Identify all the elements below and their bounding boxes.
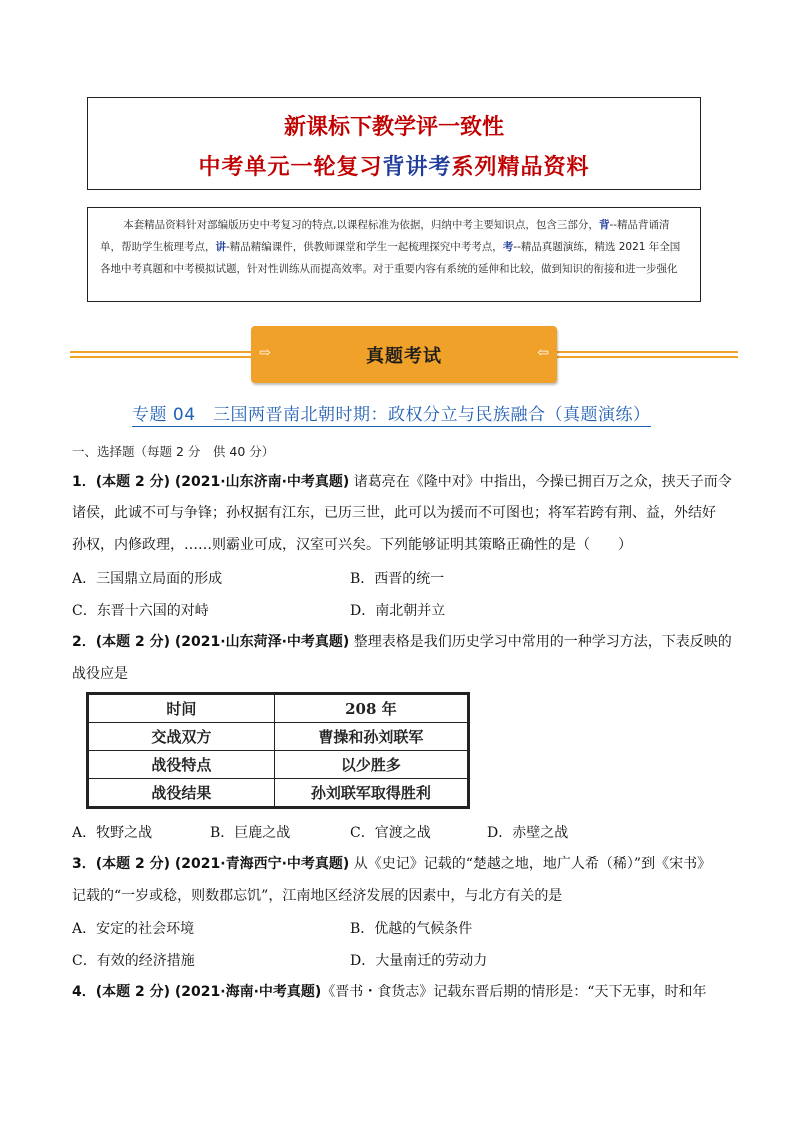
intro-box: [87, 207, 701, 302]
topic-heading: 专题 04 三国两晋南北朝时期：政权分立与民族融合（真题演练）: [132, 400, 651, 427]
question-3-line-1: [72, 854, 711, 874]
question-1-prefix: 1．(本题 2 分) (2021·山东济南·中考真题): [72, 474, 350, 490]
question-4-text: 《晋书・食货志》记载东晋后期的情形是：“天下无事，时和年: [321, 984, 707, 1000]
subtitle-part-b: 背讲考: [382, 154, 452, 180]
question-3-option-a[interactable]: A．安定的社会环境: [72, 921, 195, 937]
question-1-line-3: 孙权，内修政理，……则霸业可成，汉室可兴矣。下列能够证明其策略正确性的是（ ）: [72, 537, 632, 553]
question-2-line-2: 战役应是: [72, 666, 128, 682]
question-1-option-a[interactable]: A．三国鼎立局面的形成: [72, 571, 223, 587]
intro-part3: -精品精编课件，供教师课堂和学生一起梳理探究中考考点，: [226, 241, 503, 253]
question-4-prefix: 4．(本题 2 分) (2021·海南·中考真题): [72, 984, 322, 1000]
intro-kao: 考: [502, 241, 514, 253]
question-1-option-d[interactable]: D．南北朝并立: [350, 603, 446, 619]
question-3-option-c[interactable]: C．有效的经济措施: [72, 953, 195, 969]
question-1-line-2: 诸侯，此诚不可与争锋；孙权据有江东，已历三世，此可以为援而不可图也；将军若跨有荆、益，外结好: [72, 505, 716, 521]
section-heading: 一、选择题（每题 2 分 供 40 分）: [72, 444, 275, 459]
arrow-right-icon: ⇨: [259, 345, 271, 361]
question-3-line-2: 记载的“一岁或稔，则数郡忘饥”，江南地区经济发展的因素中，与北方有关的是: [72, 888, 563, 904]
question-4-line-1: [72, 982, 706, 1002]
question-3-text: 从《史记》记载的“楚越之地，地广人希（稀）”到《宋书》: [349, 856, 712, 872]
table-cell: 交战双方: [89, 723, 275, 751]
intro-part2: --精品背诵清单，帮助学生梳理考点，: [100, 219, 670, 253]
intro-jiang: 讲: [215, 241, 226, 253]
document-title: 新课标下教学评一致性: [283, 114, 504, 140]
banner-label: 真题考试: [366, 346, 442, 367]
question-1-text: 诸葛亮在《隆中对》中指出，今操已拥百万之众，挟天子而令: [349, 474, 732, 490]
table-cell: 时间: [89, 695, 275, 723]
question-2-option-c[interactable]: C．官渡之战: [350, 825, 431, 841]
arrow-left-icon: ⇦: [537, 345, 549, 361]
subtitle-part-c: 系列精品资料: [451, 154, 590, 180]
intro-part4: --精品真题演练，精选 2021 年全国各地中考真题和中考模拟试题，针对性训练从而提高效率。对于重要内容有系统的延伸和比较，做到知识的衔接和进一步强化: [100, 241, 681, 275]
document-subtitle: [88, 150, 700, 181]
question-2-prefix: 2．(本题 2 分) (2021·山东菏泽·中考真题): [72, 634, 350, 650]
question-2-option-b[interactable]: B．巨鹿之战: [210, 825, 291, 841]
question-3-option-d[interactable]: D．大量南迁的劳动力: [350, 953, 488, 969]
section-banner: [251, 326, 557, 383]
question-2-option-a[interactable]: A．牧野之战: [72, 825, 153, 841]
question-1-line-1: [72, 472, 732, 492]
table-cell: 208 年: [274, 695, 467, 723]
battle-table: [86, 692, 470, 809]
question-2-line-1: [72, 632, 732, 652]
intro-part1: 本套精品资料针对部编版历史中考复习的特点,以课程标准为依据，归纳中考主要知识点，包含三部分，: [123, 219, 599, 231]
question-1-option-c[interactable]: C．东晋十六国的对峙: [72, 603, 209, 619]
table-row: [89, 723, 468, 751]
table-cell: 战役特点: [89, 751, 275, 779]
table-row: [89, 695, 468, 723]
title-box: [87, 97, 701, 190]
table-row: [89, 751, 468, 779]
table-cell: 孙刘联军取得胜利: [274, 779, 467, 807]
intro-text: [100, 214, 688, 280]
question-2-text: 整理表格是我们历史学习中常用的一种学习方法，下表反映的: [349, 634, 732, 650]
table-row: [89, 779, 468, 807]
question-1-option-b[interactable]: B．西晋的统一: [350, 571, 445, 587]
table-cell: 曹操和孙刘联军: [274, 723, 467, 751]
question-3-option-b[interactable]: B．优越的气候条件: [350, 921, 473, 937]
question-2-option-d[interactable]: D．赤壁之战: [487, 825, 569, 841]
table-cell: 战役结果: [89, 779, 275, 807]
question-3-prefix: 3．(本题 2 分) (2021·青海西宁·中考真题): [72, 856, 350, 872]
table-cell: 以少胜多: [274, 751, 467, 779]
intro-bei: 背: [598, 219, 610, 231]
subtitle-part-a: 中考单元一轮复习: [198, 154, 383, 180]
